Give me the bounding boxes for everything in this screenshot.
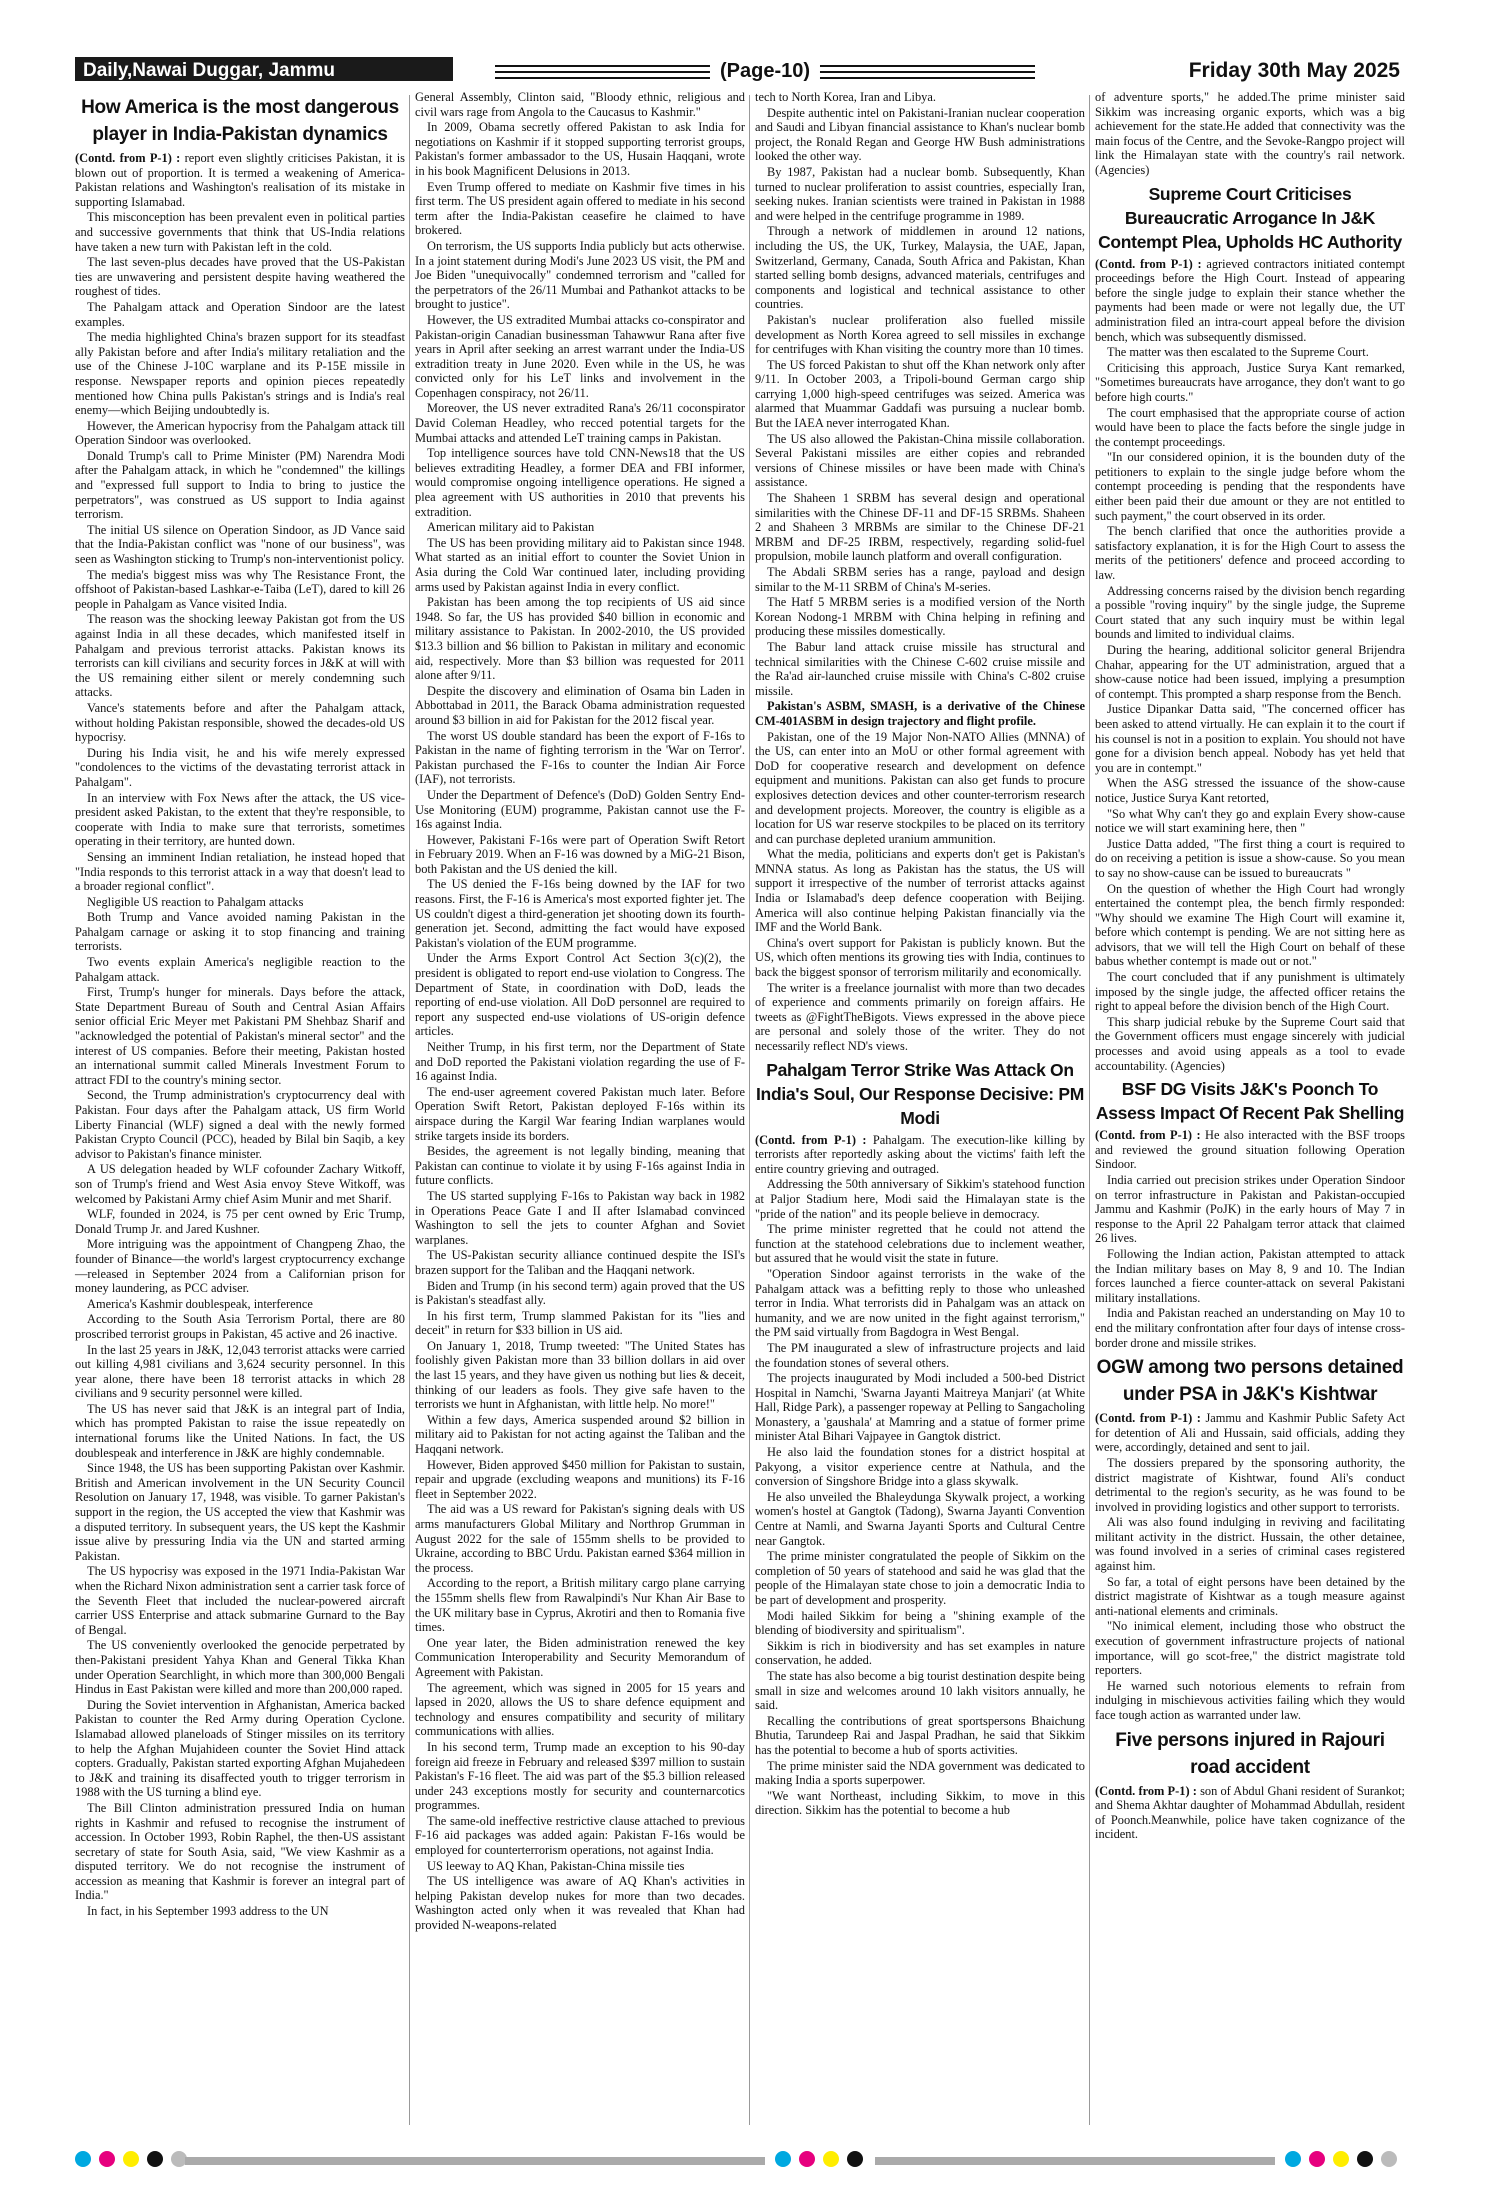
column-4 (1095, 90, 1405, 1843)
article-paragraph: The bench clarified that once the authorities provide a satisfactory explanation, it is for the High Court to assess the merits of the petitioners' defence and proceed according to law. (1095, 524, 1405, 583)
black-dot-icon (847, 2151, 863, 2167)
article-paragraph: Biden and Trump (in his second term) again proved that the US is Pakistan's steadfast ally. (415, 1278, 745, 1308)
article-paragraph: The Shaheen 1 SRBM has several design and operational similarities with the Chinese DF-11 and DF-15 SRBMs. Shaheen 2 and Shaheen 3 MRBMs are similar to the Chinese DF-21 MRBM and DF-25 IRBM, respectively, regarding solid-fuel propulsion, mobile launch platform and overall configuration. (755, 491, 1085, 564)
article-paragraph: (Contd. from P-1) : He also interacted with the BSF troops and reviewed the ground situation following Operation Sindoor. (1095, 1128, 1405, 1172)
article-paragraph: "Operation Sindoor against terrorists in the wake of the Pahalgam attack was a befitting reply to those who unleashed terror in India. What terrorists did in Pahalgam was an attack on humanity, and we are now united in the fight against terrorism," the PM said virtually from Bagdogra in West Bengal. (755, 1266, 1085, 1340)
article-paragraph: The Bill Clinton administration pressured India on human rights in Kashmir and refused to recognise the instrument of accession. In October 1993, Robin Raphel, the then-US assistant secretary of state for South Asia, said, "We view Kashmir as a disputed territory. We do not recognise the instrument of accession as meaning that Kashmir is forever an integral part of India." (75, 1800, 405, 1903)
article-paragraph: Two events explain America's negligible reaction to the Pahalgam attack. (75, 955, 405, 984)
article-paragraph: (Contd. from P-1) : son of Abdul Ghani resident of Surankot; and Shema Akhtar daughter of Mohammad Abdullah, resident of Poonch.Meanwhile, police have taken cognizance of the incident. (1095, 1783, 1405, 1842)
article-paragraph: The US hypocrisy was exposed in the 1971 India-Pakistan War when the Richard Nixon administration sent a carrier task force of the Seventh Fleet that included the nuclear-powered aircraft carrier USS Enterprise and attack submarine Gurnard to the Bay of Bengal. (75, 1564, 405, 1637)
article-paragraph: During the hearing, additional solicitor general Brijendra Chahar, appearing for the UT administration, argued that a show-cause notice had been issued, implying a presumption of contempt. This prompted a sharp response from the Bench. (1095, 643, 1405, 701)
article-paragraph: Both Trump and Vance avoided naming Pakistan in the Pahalgam carnage or asking it to stop financing and training terrorists. (75, 910, 405, 954)
article-paragraph: First, Trump's hunger for minerals. Days before the attack, State Department Bureau of South and Central Asian Affairs senior official Eric Meyer met Pakistani PM Shehbaz Sharif and "acknowledged the potential of Pakistan's mineral sector" and the interest of US companies. Before their meeting, Pakistan hosted an international summit called Minerals Investment Forum to attract FDI to the country's mining sector. (75, 985, 405, 1087)
article-paragraph: The projects inaugurated by Modi included a 500-bed District Hospital in Namchi, 'Swarna Jayanti Maitreya Manjari' (at White Hall, Ridge Park), a passenger ropeway at Pelling to Sangacholing Monastery, a 'gaushala' at Mamring and a statue of former prime minister Atal Bihari Vajpayee in Gangtok district. (755, 1371, 1085, 1444)
article-paragraph: The dossiers prepared by the sponsoring authority, the district magistrate of Kishtwar, found Ali's conduct detrimental to the region's security, as he was found to be involved in providing logistics and other support to terrorists. (1095, 1455, 1405, 1514)
article-paragraph: Modi hailed Sikkim for being a "shining example of the blending of biodiversity and spiritualism". (755, 1608, 1085, 1638)
continued-label: (Contd. from P-1) : (1095, 1783, 1197, 1798)
article-paragraph: Justice Datta added, "The first thing a court is required to do on receiving a petition is issue a show-cause. So you mean to say no show-cause can be issued to bureaucrats " (1095, 836, 1405, 880)
article-paragraph: The US intelligence was aware of AQ Khan's activities in helping Pakistan develop nukes for more than two decades. Washington acted only when it was revealed that Khan had provided N-weapons-related (415, 1874, 745, 1933)
article-paragraph: The US started supplying F-16s to Pakistan way back in 1982 in Operations Peace Gate I and II after Islamabad convinced Washington to sell the jets to counter Afghan and Soviet warplanes. (415, 1188, 745, 1247)
cyan-dot-icon (1285, 2151, 1301, 2167)
article-paragraph: He also laid the foundation stones for a district hospital at Pakyong, a visitor experience centre at Nathula, and the conversion of Singshore Bridge into a glass skywalk. (755, 1445, 1085, 1489)
article-paragraph: During the Soviet intervention in Afghanistan, America backed Pakistan to counter the Red Army during Operation Cyclone. Islamabad allowed planeloads of Stinger missiles on its territory to help the Afghan Mujahideen counter the Soviet Hind attack copters. Gradually, Pakistan started exporting Afghan Mujahedeen to J&K and training its disaffected youth to trigger terrorism in 1988 with the US turning a blind eye. (75, 1697, 405, 1800)
newspaper-name: Daily,Nawai Duggar, Jammu (75, 57, 453, 81)
article-paragraph: A US delegation headed by WLF cofounder Zachary Witkoff, son of Trump's friend and West Asia envoy Steve Witkoff, was welcomed by Pakistani Army chief Asim Munir and met Sharif. (75, 1162, 405, 1206)
article-paragraph: The US forced Pakistan to shut off the Khan network only after 9/11. In October 2003, a Tripoli-bound German cargo ship carrying 1,000 high-speed centrifuges was seized. America was alarmed that Muammar Gaddafi was pursuing a nuclear bomb. But the IAEA never interrogated Khan. (755, 357, 1085, 431)
article-paragraph: Within a few days, America suspended around $2 billion in military aid to Pakistan for not acting against the Taliban and the Haqqani network. (415, 1412, 745, 1457)
article-paragraph: Pakistan has been among the top recipients of US aid since 1948. So far, the US has provided $40 billion in economic and military assistance to Pakistan. In 2002-2010, the US provided $13.3 billion and $6 billion to Pakistan in military and economic aid, respectively. More than $3 billion was requested for 2011 alone after 9/11. (415, 595, 745, 683)
article-paragraph: In his first term, Trump slammed Pakistan for its "lies and deceit" in return for $33 billion in US aid. (415, 1308, 745, 1338)
right-registration-dots (1285, 2150, 1401, 2168)
article-paragraph: However, the American hypocrisy from the Pahalgam attack till Operation Sindoor was overlooked. (75, 418, 405, 448)
article-paragraph: During his India visit, he and his wife merely expressed "condolences to the victims of the devastating terrorist attack in Pahalgam". (75, 745, 405, 789)
article-paragraph: This misconception has been prevalent even in political parties and successive governments that think that US-India relations have taken a new turn with Pakistan left in the cold. (75, 210, 405, 254)
article-paragraph: Besides, the agreement is not legally binding, meaning that Pakistan can continue to violate it by using F-16s against India in future conflicts. (415, 1144, 745, 1188)
article-paragraph: The end-user agreement covered Pakistan much later. Before Operation Swift Retort, Pakistan deployed F-16s within its airspace during the Kargil War fearing Indian warplanes would strike targets inside its borders. (415, 1084, 745, 1143)
continued-label: (Contd. from P-1) : (1095, 1128, 1201, 1143)
article-paragraph: Sensing an imminent Indian retaliation, he instead hoped that "India responds to this terrorist attack in a way that doesn't lead to a broader regional conflict". (75, 849, 405, 894)
article-paragraph: The US conveniently overlooked the genocide perpetrated by then-Pakistani president Yahya Khan and General Tikka Khan under Operation Searchlight, in which more than 300,000 Bengali Hindus in East Pakistan were killed and more than 200,000 raped. (75, 1638, 405, 1697)
headline-america-pakistan: How America is the most dangerous player in India-Pakistan dynamics (81, 97, 399, 145)
article-paragraph: of adventure sports," he added.The prime minister said Sikkim was increasing organic exports, which was a big achievement for the state.He added that connectivity was the main focus of the Centre, and the Sevoke-Rangpo project will link the Himalayan state with the country's rail network. (Agencies) (1095, 90, 1405, 177)
article-paragraph: "So what Why can't they go and explain Every show-cause notice we will start examining here, then " (1095, 806, 1405, 836)
article-paragraph: According to the South Asia Terrorism Portal, there are 80 proscribed terrorist groups in Pakistan, 45 active and 26 inactive. (75, 1312, 405, 1341)
article-paragraph: WLF, founded in 2024, is 75 per cent owned by Eric Trump, Donald Trump Jr. and Jared Kushner. (75, 1207, 405, 1236)
article-paragraph: The writer is a freelance journalist with more than two decades of experience and comments primarily on foreign affairs. He tweets as @FightTheBigots. Views expressed in the above piece are personal and solely those of the writer. They do not necessarily reflect ND's views. (755, 980, 1085, 1053)
article-paragraph: According to the report, a British military cargo plane carrying the 155mm shells flew from Rawalpindi's Nur Khan Air Base to the UK military base in Cyprus, Akrotiri and then to Romania five times. (415, 1576, 745, 1635)
article-paragraph: The prime minister regretted that he could not attend the function at the statehood celebrations due to inclement weather, but assured that he would visit the state in future. (755, 1222, 1085, 1266)
headline-pahalgam-modi: Pahalgam Terror Strike Was Attack On India's Soul, Our Response Decisive: PM Modi (756, 1059, 1084, 1128)
article-paragraph: Addressing the 50th anniversary of Sikkim's statehood function at Paljor Stadium here, Modi said the Himalayan state is the "pride of the nation" and its people believe in democracy. (755, 1177, 1085, 1221)
column-1 (75, 90, 405, 1920)
article-paragraph: The US has never said that J&K is an integral part of India, which has prompted Pakistan to raise the issue repeatedly on international forums like the United Nations. In fact, the US doublespeak and interference in J&K are highly condemnable. (75, 1401, 405, 1460)
column-divider (409, 95, 410, 2125)
yellow-dot-icon (1333, 2151, 1349, 2167)
column-divider (749, 95, 750, 2125)
column-divider (1089, 95, 1090, 2125)
article-paragraph: The media's biggest miss was why The Resistance Front, the offshoot of Pakistan-based Lashkar-e-Taiba (LeT), dared to kill 26 people in Pahalgam as Vance visited India. (75, 567, 405, 611)
article-paragraph: The Abdali SRBM series has a range, payload and design similar to the M-11 SRBM of China's M-series. (755, 565, 1085, 594)
article-paragraph: The prime minister said the NDA government was dedicated to making India a sports superpower. (755, 1758, 1085, 1788)
article-paragraph: Pakistan's ASBM, SMASH, is a derivative of the Chinese CM-401ASBM in design trajectory and flight profile. (755, 699, 1085, 728)
headline-supreme-court: Supreme Court Criticises Bureaucratic Arrogance In J&K Contempt Plea, Upholds HC Authority (1098, 183, 1402, 252)
column-2 (415, 90, 745, 1934)
article-paragraph: (Contd. from P-1) : agrieved contractors initiated contempt proceedings before the High Court. Instead of appearing before the single judge to explain their stance whether the payments had been made or were not legally due, the UT administration filed an intra-court appeal before the division bench, which was subsequently dismissed. (1095, 256, 1405, 344)
article-paragraph: Criticising this approach, Justice Surya Kant remarked, "Sometimes bureaucrats have arrogance, they don't want to go before high courts." (1095, 360, 1405, 404)
article-paragraph: One year later, the Biden administration renewed the key Communication Interoperability and Security Memorandum of Agreement with Pakistan. (415, 1635, 745, 1679)
article-paragraph: India and Pakistan reached an understanding on May 10 to end the military confrontation after four days of intense cross-border drone and missile strikes. (1095, 1306, 1405, 1350)
grey-dot-icon (1381, 2151, 1397, 2167)
article-paragraph: The matter was then escalated to the Supreme Court. (1107, 345, 1369, 360)
article-paragraph: This sharp judicial rebuke by the Supreme Court said that the Government officers must engage sincerely with judicial processes and avoid using appeals as a tool to evade accountability. (Agencies) (1095, 1014, 1405, 1073)
article-paragraph: More intriguing was the appointment of Changpeng Zhao, the founder of Binance—the world's largest cryptocurrency exchange—released in September 2024 from a Californian prison for money laundering, as PCC adviser. (75, 1237, 405, 1296)
article-paragraph: "No inimical element, including those who obstruct the execution of government infrastructure projects of national importance, will go scot-free," the district magistrate told reporters. (1095, 1619, 1405, 1678)
article-paragraph: Even Trump offered to mediate on Kashmir five times in his first term. The US president again offered to mediate in his second term after the India-Pakistan ceasefire he claimed to have brokered. (415, 179, 745, 238)
article-paragraph: "In our considered opinion, it is the bounden duty of the petitioners to explain to the single judge before whom the contempt proceeding is pending that the respondents have either been paid their due amount or they are not entitled to such payment," the court observed in its order. (1095, 450, 1405, 523)
article-paragraph: The Hatf 5 MRBM series is a modified version of the North Korean Nodong-1 MRBM with China helping in refining and producing these missiles domestically. (755, 595, 1085, 639)
article-paragraph: The initial US silence on Operation Sindoor, as JD Vance said that the India-Pakistan conflict was "none of our business", was seen as Washington sticking to Trump's non-interventionist policy. (75, 522, 405, 567)
article-paragraph: The agreement, which was signed in 2005 for 15 years and lapsed in 2020, allows the US to share defence equipment and technology and ensures compatibility and security of military communications with allies. (415, 1680, 745, 1739)
article-paragraph: When the ASG stressed the issuance of the show-cause notice, Justice Surya Kant retorted, (1095, 776, 1405, 805)
cyan-dot-icon (75, 2151, 91, 2167)
article-paragraph: By 1987, Pakistan had a nuclear bomb. Subsequently, Khan turned to nuclear proliferation to assist countries, especially Iran, seeking nukes. Iranian scientists were trained in Pakistan in 1988 and were helped in the centrifuge programme in 1989. (755, 164, 1085, 223)
continued-label: (Contd. from P-1) : (75, 151, 181, 165)
subheading: America's Kashmir doublespeak, interference (87, 1296, 313, 1311)
subheading: US leeway to AQ Khan, Pakistan-China missile ties (427, 1858, 685, 1873)
headline-ogw-psa: OGW among two persons detained under PSA in J&K's Kishtwar (1096, 1357, 1404, 1406)
article-paragraph: In an interview with Fox News after the attack, the US vice-president asked Pakistan, to the extent that they're responsible, to cooperate with India to make sure that terrorists, sometimes operating in their territory, are hunted down. (75, 790, 405, 849)
article-paragraph: Sikkim is rich in biodiversity and has set examples in nature conservation, he added. (755, 1638, 1085, 1668)
article-paragraph: Addressing concerns raised by the division bench regarding a possible "roving inquiry" by the single judge, the Supreme Court stated that any such inquiry must be within legal bounds and limited to individual claims. (1095, 583, 1405, 642)
article-paragraph: The Babur land attack cruise missile has structural and technical similarities with the Chinese C-602 cruise missile and the Ra'ad air-launched cruise missile with China's C-802 cruise missile. (755, 639, 1085, 698)
article-paragraph: The US denied the F-16s being downed by the IAF for two reasons. First, the F-16 is America's most exported fighter jet. The US couldn't digest a third-generation jet shooting down its fourth-generation jet. Second, admitting the fact would have exposed Pakistan's violation of the EUM programme. (415, 877, 745, 950)
magenta-dot-icon (799, 2151, 815, 2167)
article-paragraph: The media highlighted China's brazen support for its steadfast ally Pakistan before and after India's military retaliation and the use of the Chinese J-10C warplane and its P-15E missile in response. Newspaper reports and opinion pieces repeatedly mentioned how China pulls Pakistan's strings and is India's real enemy—which Beijing undoubtedly is. (75, 330, 405, 418)
article-paragraph: However, Pakistani F-16s were part of Operation Swift Retort in February 2019. When an F-16 was downed by a MiG-21 Bison, both Pakistan and the US denied the kill. (415, 832, 745, 876)
subheading: Negligible US reaction to Pahalgam attacks (87, 894, 304, 909)
article-paragraph: However, the US extradited Mumbai attacks co-conspirator and Pakistan-origin Canadian businessman Tahawwur Rana after five years in April after seeking an arrest warrant under the India-US extradition treaty in June 2020. Even while in the US, he was convicted only for his LeT links and involvement in the Copenhagen conspiracy, not 26/11. (415, 312, 745, 400)
article-paragraph: Second, the Trump administration's cryptocurrency deal with Pakistan. Four days after the Pahalgam attack, US firm World Liberty Financial (WLF) signed a deal with the newly formed Pakistan Crypto Council (PCC), headed by Bilal bin Saqib, a key advisor to Pakistan's finance minister. (75, 1088, 405, 1161)
article-paragraph: The US-Pakistan security alliance continued despite the ISI's brazen support for the Taliban and the Haqqani network. (415, 1248, 745, 1277)
article-paragraph: However, Biden approved $450 million for Pakistan to sustain, repair and upgrade (excluding weapons and munitions) its F-16 fleet in September 2022. (415, 1457, 745, 1501)
article-paragraph: Under the Department of Defence's (DoD) Golden Sentry End-Use Monitoring (EUM) programme, Pakistan cannot use the F-16s against India. (415, 787, 745, 832)
article-paragraph: In 2009, Obama secretly offered Pakistan to ask India for negotiations on Kashmir if it stopped supporting terrorist groups, Pakistan's former ambassador to the US, Husain Haqqani, wrote in his book Magnificent Delusions in 2013. (415, 120, 745, 178)
article-paragraph: Top intelligence sources have told CNN-News18 that the US believes extraditing Headley, a former DEA and FBI informer, would compromise ongoing intelligence operations. He signed a plea agreement with US authorities in 2010 that prevents his extradition. (415, 446, 745, 519)
article-paragraph: Following the Indian action, Pakistan attempted to attack the Indian military bases on May 8, 9 and 10. The Indian forces launched a fierce counter-attack on several Pakistani military installations. (1095, 1246, 1405, 1305)
article-paragraph: Recalling the contributions of great sportspersons Bhaichung Bhutia, Tarundeep Rai and Jaspal Pradhan, he said that Sikkim has the potential to become a hub of sports activities. (755, 1713, 1085, 1757)
article-paragraph: The state has also become a big tourist destination despite being small in size and welcomes around 10 lakh visitors annually, he said. (755, 1668, 1085, 1713)
black-dot-icon (1357, 2151, 1373, 2167)
article-paragraph: "We want Northeast, including Sikkim, to move in this direction. Sikkim has the potential to become a hub (755, 1788, 1085, 1818)
footer-bar (875, 2157, 1275, 2165)
footer-bar (185, 2157, 765, 2165)
article-paragraph: The prime minister congratulated the people of Sikkim on the completion of 50 years of statehood and said he was glad that the people of the Himalayan state chose to join a democratic India to be part of development and prosperity. (755, 1549, 1085, 1607)
continued-label: (Contd. from P-1) : (1095, 256, 1202, 271)
print-registration-footer (75, 2150, 1405, 2172)
article-paragraph: He also unveiled the Bhaleydunga Skywalk project, a working women's hostel at Gangtok (Tadong), Swarna Jayanti Convention Centre at Namli, and Swarna Jayanti Sports and Cultural Centre near Gangtok. (755, 1489, 1085, 1548)
article-paragraph: The last seven-plus decades have proved that the US-Pakistan ties are unwavering and persistent despite having weathered the roughest of tides. (75, 255, 405, 299)
article-paragraph: Justice Dipankar Datta said, "The concerned officer has been asked to attend virtually. He can explain it to the court if his counsel is not in a position to explain. You should not have gone for a division bench appeal. Nobody has yet held that you are in contempt." (1095, 702, 1405, 775)
article-paragraph: Through a network of middlemen in around 12 nations, including the US, the UK, Turkey, Malaysia, the UAE, Japan, Switzerland, Germany, Canada, South Africa and Pakistan, Khan started selling bomb designs, advanced materials, centrifuges and components and logistical and technical assistance to other countries. (755, 224, 1085, 312)
article-paragraph: On terrorism, the US supports India publicly but acts otherwise. In a joint statement during Modi's June 2023 US visit, the PM and Joe Biden "unequivocally" condemned terrorism and "called for the perpetrators of the 26/11 Mumbai and Pathankot attacks to be brought to justice". (415, 238, 745, 312)
article-paragraph: Neither Trump, in his first term, nor the Department of State and DoD reported the Pakistani violation regarding the use of F-16 against India. (415, 1040, 745, 1084)
article-paragraph: The aid was a US reward for Pakistan's signing deals with US arms manufacturers Global Military and Northrop Grumman in August 2022 for the sale of 155mm shells to be provided to Ukraine, according to BBC Urdu. Pakistan earned $364 million in the process. (415, 1502, 745, 1575)
issue-date: Friday 30th May 2025 (1188, 59, 1400, 82)
article-paragraph: The US has been providing military aid to Pakistan since 1948. What started as an initial effort to counter the Soviet Union in Asia during the Cold War continued later, including providing arms used by Pakistan against India in every conflict. (415, 535, 745, 594)
article-paragraph: (Contd. from P-1) : report even slightly criticises Pakistan, it is blown out of proportion. It is termed a weakening of America-Pakistan relations and Washington's realisation of its mistake in supporting Islamabad. (75, 151, 405, 209)
article-paragraph: India carried out precision strikes under Operation Sindoor on terror infrastructure in Pakistan and Pakistan-occupied Jammu and Kashmir (PoJK) in the early hours of May 7 in response to the April 22 Pahalgam terror attack that claimed 26 lives. (1095, 1173, 1405, 1246)
article-paragraph: The reason was the shocking leeway Pakistan got from the US against India in all these decades, which manifested itself in Pahalgam and previous terrorist attacks. Pakistan knows its terrorists can kill civilians and security forces in J&K at will with the US remaining either silent or merely condemning such attacks. (75, 612, 405, 700)
article-paragraph: The PM inaugurated a slew of infrastructure projects and laid the foundation stones of several others. (755, 1340, 1085, 1370)
cyan-dot-icon (775, 2151, 791, 2167)
article-paragraph: What the media, politicians and experts don't get is Pakistan's MNNA status. As long as Pakistan has the status, the US will support it irrespective of the number of terrorist attacks against India or Islamabad's deep defence cooperation with Beijing. America will also continue helping Pakistan financially via the IMF and the World Bank. (755, 847, 1085, 935)
article-paragraph: So far, a total of eight persons have been detained by the district magistrate of Kishtwar as a tough measure against anti-national elements and criminals. (1095, 1574, 1405, 1618)
article-paragraph: tech to North Korea, Iran and Libya. (755, 90, 936, 104)
article-paragraph: In fact, in his September 1993 address to the UN (87, 1904, 329, 1919)
article-paragraph: The worst US double standard has been the export of F-16s to Pakistan in the name of fighting terrorism in the 'War on Terror'. Pakistan purchased the F-16s to counter the Indian Air Force (IAF), not terrorists. (415, 728, 745, 787)
article-paragraph: Vance's statements before and after the Pahalgam attack, without holding Pakistan responsible, showed the decades-old US hypocrisy. (75, 700, 405, 745)
headline-rajouri-accident: Five persons injured in Rajouri road accident (1115, 1729, 1385, 1778)
article-paragraph: General Assembly, Clinton said, "Bloody ethnic, religious and civil wars rage from Angola to the Caucasus to Kashmir." (415, 90, 745, 119)
center-registration-dots (775, 2150, 867, 2168)
article-paragraph: The same-old ineffective restrictive clause attached to previous F-16 aid packages was added again: Pakistan F-16s would be employed for counterterrorism operations, not against India. (415, 1813, 745, 1858)
article-paragraph: The Pahalgam attack and Operation Sindoor are the latest examples. (75, 299, 405, 329)
article-paragraph: Ali was also found indulging in reviving and facilitating militant activity in the district. Hussain, the other detainee, was found involved in a series of criminal cases registered against him. (1095, 1515, 1405, 1574)
yellow-dot-icon (123, 2151, 139, 2167)
article-paragraph: In his second term, Trump made an exception to his 90-day foreign aid freeze in February and released $397 million to sustain Pakistan's F-16 fleet. The aid was part of the $5.3 billion released under 243 exceptions mostly for security and counternarcotics programmes. (415, 1739, 745, 1813)
article-paragraph: (Contd. from P-1) : Jammu and Kashmir Public Safety Act for detention of Ali and Hussain, said officials, adding they were, accordingly, detained and sent to jail. (1095, 1411, 1405, 1455)
article-paragraph: Pakistan, one of the 19 Major Non-NATO Allies (MNNA) of the US, can enter into an MoU or other formal agreement with DoD for cooperative research and development on defence equipment and munitions. Pakistan can also get funds to procure explosives detection devices and other counter-terrorism research and development projects. Moreover, the country is eligible as a location for US war reserve stockpiles to be placed on its territory and can purchase depleted uranium ammunition. (755, 729, 1085, 846)
page-number: (Page-10) (710, 57, 820, 85)
article-paragraph: On the question of whether the High Court had wrongly entertained the contempt plea, the bench firmly responded: "Why should we examine The High Court will examine it, before which contempt is pending. We are not sitting here as advisors, that we will tell the High Court on behalf of these babus whether contempt is made out or not." (1095, 881, 1405, 969)
headline-bsf-dg: BSF DG Visits J&K's Poonch To Assess Impact Of Recent Pak Shelling (1095, 1079, 1405, 1124)
article-paragraph: (Contd. from P-1) : Pahalgam. The execution-like killing by terrorists after reportedly asking about the victims' faith left the entire country grieving and outraged. (755, 1132, 1085, 1176)
article-paragraph: Moreover, the US never extradited Rana's 26/11 coconspirator David Coleman Headley, who recced potential targets for the Mumbai attacks and attended LeT training camps in Pakistan. (415, 401, 745, 445)
article-paragraph: In the last 25 years in J&K, 12,043 terrorist attacks were carried out killing 4,981 civilians and 3,624 security personnel. In this year alone, there have been 18 terrorist attacks in which 28 civilians and 9 security personnel were killed. (75, 1342, 405, 1401)
article-paragraph: The US also allowed the Pakistan-China missile collaboration. Several Pakistani missiles are either copies and rebranded versions of Chinese missiles or have been made with China's assistance. (755, 431, 1085, 490)
article-paragraph: Under the Arms Export Control Act Section 3(c)(2), the president is obligated to report end-use violation to Congress. The Department of State, in coordination with DoD, leads the reporting of end-use violation. All DoD personnel are required to report any suspected end-use violations of US-origin defence articles. (415, 951, 745, 1039)
magenta-dot-icon (1309, 2151, 1325, 2167)
article-paragraph: Despite the discovery and elimination of Osama bin Laden in Abbottabad in 2011, the Barack Obama administration requested around $3 billion in aid for Pakistan for the 2012 fiscal year. (415, 683, 745, 727)
article-paragraph: Since 1948, the US has been supporting Pakistan over Kashmir. British and American involvement in the UN Security Council Resolution on January 17, 1948, was visible. To garner Pakistan's support in the region, the US accepted the view that Kashmir was a disputed territory. In subsequent years, the US kept the Kashmir issue alive by pressuring India via the UN and started arming Pakistan. (75, 1461, 405, 1563)
continued-label: (Contd. from P-1) : (755, 1132, 867, 1147)
magenta-dot-icon (99, 2151, 115, 2167)
article-paragraph: The court concluded that if any punishment is ultimately imposed by the single judge, the affected officer retains the right to appeal before the division bench of the High Court. (1095, 970, 1405, 1014)
yellow-dot-icon (823, 2151, 839, 2167)
article-paragraph: Pakistan's nuclear proliferation also fuelled missile development as North Korea agreed to sell missiles in exchange for centrifuges with Khan visiting the country more than 10 times. (755, 312, 1085, 357)
article-paragraph: Despite authentic intel on Pakistani-Iranian nuclear cooperation and Saudi and Libyan financial assistance to Khan's nuclear bomb project, the Ronald Regan and George HW Bush administrations looked the other way. (755, 105, 1085, 164)
article-paragraph: The court emphasised that the appropriate course of action would have been to place the facts before the single judge in the contempt proceedings. (1095, 405, 1405, 449)
article-paragraph: China's overt support for Pakistan is publicly known. But the US, which often mentions its growing ties with India, continues to back the biggest sponsor of terrorism militarily and economically. (755, 935, 1085, 980)
article-paragraph: Donald Trump's call to Prime Minister (PM) Narendra Modi after the Pahalgam attack, in which he "condemned" the killings and "expressed full support to India to bring to justice the perpetrators", was construed as US support to India against terrorism. (75, 448, 405, 522)
article-paragraph: He warned such notorious elements to refrain from indulging in mischievous activities failing which they would face tough action as warranted under law. (1095, 1678, 1405, 1722)
black-dot-icon (147, 2151, 163, 2167)
page-number-banner (495, 57, 1035, 85)
masthead (75, 57, 1400, 87)
column-3 (755, 90, 1085, 1819)
article-paragraph: On January 1, 2018, Trump tweeted: "The United States has foolishly given Pakistan more than 33 billion dollars in aid over the last 15 years, and they have given us nothing but lies & deceit, thinking of our leaders as fools. They give safe haven to the terrorists we hunt in Afghanistan, with little help. No more!" (415, 1338, 745, 1412)
subheading: American military aid to Pakistan (427, 520, 595, 535)
continued-label: (Contd. from P-1) : (1095, 1411, 1201, 1426)
